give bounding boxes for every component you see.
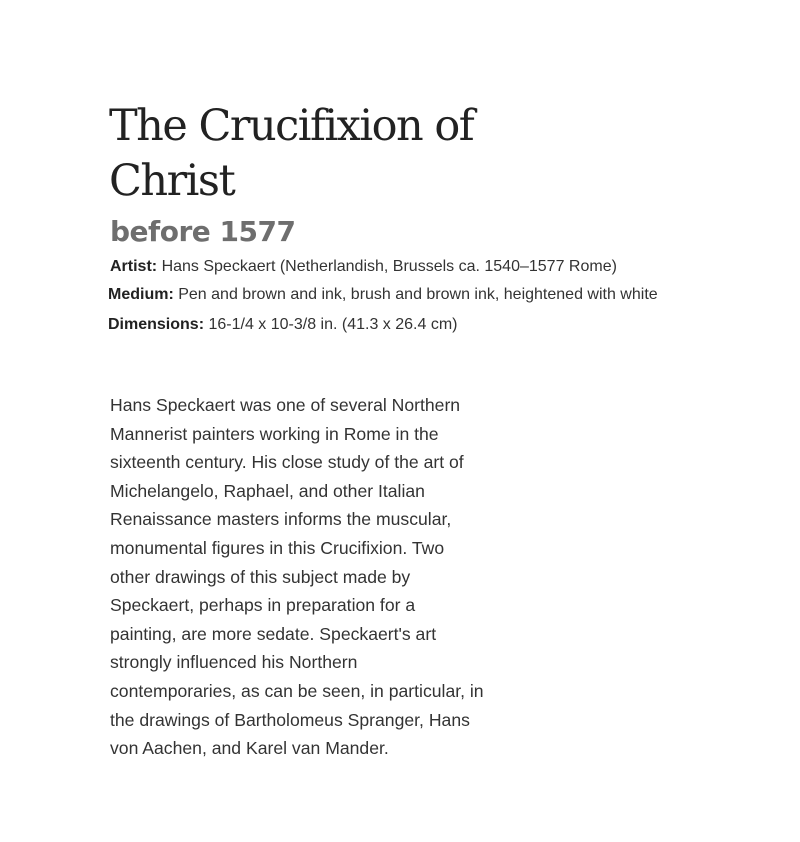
description-line: Hans Speckaert was one of several Northern [110, 395, 461, 415]
dimensions-row [108, 314, 457, 336]
description-line: the drawings of Bartholomeus Spranger, Hans [110, 709, 470, 730]
description-line: monumental figures in this Crucifixion. Two [110, 537, 445, 558]
artwork-description [110, 391, 500, 763]
description-line: Speckaert, perhaps in preparation for a [110, 595, 416, 616]
description-line: painting, are more sedate. Speckaert's art [110, 623, 437, 644]
artist-value: Hans Speckaert (Netherlandish, Brussels ca. 1540–1577 Rome) [161, 258, 617, 275]
artwork-date: before 1577 [110, 215, 296, 248]
description-line: other drawings of this subject made by [110, 566, 411, 587]
dimensions-value: 16-1/4 x 10-3/8 in. (41.3 x 26.4 cm) [208, 316, 458, 333]
description-line: Mannerist painters working in Rome in the [110, 423, 439, 444]
description-line: Michelangelo, Raphael, and other Italian [110, 480, 425, 501]
dimensions-label: Dimensions: [108, 316, 205, 333]
medium-row [108, 284, 658, 306]
description-line: contemporaries, as can be seen, in particular, in [110, 680, 484, 701]
description-line: sixteenth century. His close study of the art of [110, 452, 464, 473]
artist-label: Artist: [110, 258, 158, 275]
description-line: Renaissance masters informs the muscular, [110, 509, 452, 530]
description-line: strongly influenced his Northern [110, 652, 358, 673]
artwork-title: The Crucifixion of Christ [109, 101, 474, 206]
artist-row [110, 256, 617, 278]
medium-value: Pen and brown and ink, brush and brown ink, heightened with white [178, 286, 658, 303]
medium-label: Medium: [108, 286, 174, 303]
description-line: von Aachen, and Karel van Mander. [110, 738, 389, 759]
